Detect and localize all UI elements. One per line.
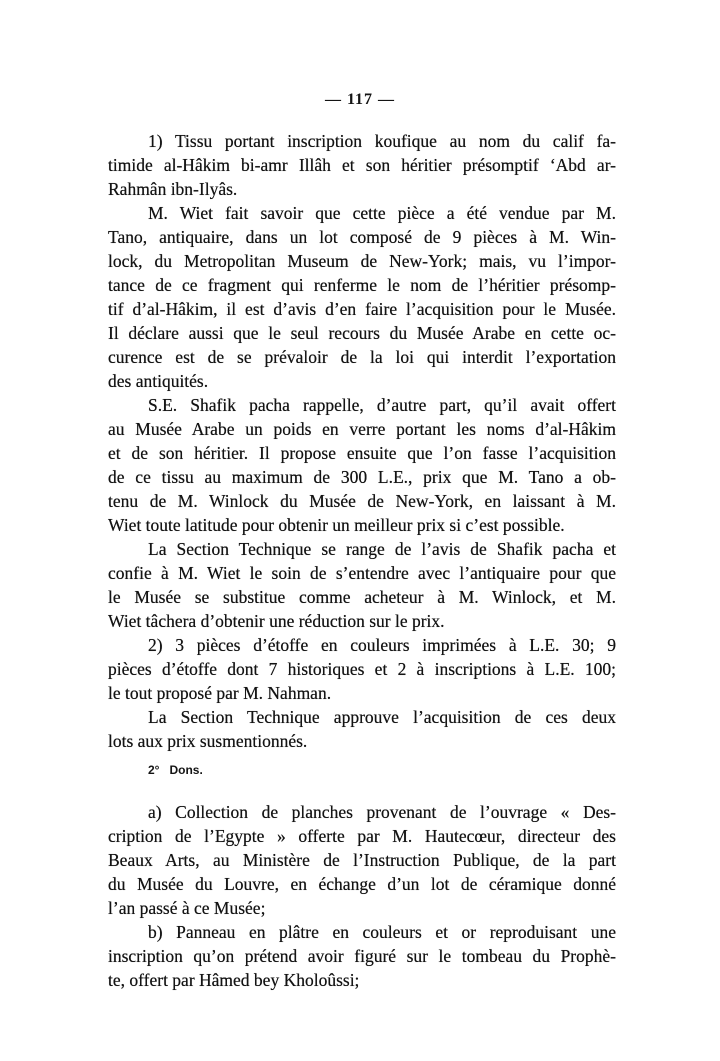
text-line: tif d’al-Hâkim, il est d’avis d’en faire l’acquisition pour le Musée.	[108, 299, 616, 319]
text-line: cription de l’Egypte » offerte par M. Hautecœur, directeur des	[108, 826, 616, 846]
text-line: a) Collection de planches provenant de l’ouvrage « Des-	[148, 802, 616, 822]
page-number: — 117 —	[324, 91, 396, 108]
text-line: l’an passé à ce Musée;	[108, 898, 266, 918]
text-line: le Musée se substitue comme acheteur à M. Winlock, et M.	[108, 587, 616, 607]
text-line: curence est de se prévaloir de la loi qui interdit l’exportation	[108, 347, 616, 367]
text-line: Wiet tâchera d’obtenir une réduction sur le prix.	[108, 611, 445, 631]
text-line: b) Panneau en plâtre en couleurs et or reproduisant une	[148, 922, 616, 942]
text-line: Wiet toute latitude pour obtenir un meilleur prix si c’est possible.	[108, 515, 565, 535]
text-line: Tano, antiquaire, dans un lot composé de 9 pièces à M. Win-	[108, 227, 616, 247]
text-line: La Section Technique approuve l’acquisition de ces deux	[148, 707, 616, 727]
text-line: tenu de M. Winlock du Musée de New-York, en laissant à M.	[108, 491, 616, 511]
section-number: 2°	[148, 763, 160, 777]
text-line: au Musée Arabe un poids en verre portant les noms d’al-Hâkim	[108, 419, 616, 439]
text-line: de ce tissu au maximum de 300 L.E., prix que M. Tano a ob-	[108, 467, 616, 487]
text-line: tance de ce fragment qui renferme le nom de l’héritier présomp-	[108, 275, 616, 295]
text-line: M. Wiet fait savoir que cette pièce a été vendue par M.	[148, 203, 616, 223]
text-line: 2) 3 pièces d’étoffe en couleurs imprimées à L.E. 30; 9	[148, 635, 616, 655]
text-line: le tout proposé par M. Nahman.	[108, 683, 332, 703]
text-line: timide al-Hâkim bi-amr Illâh et son héritier présomptif ‘Abd ar-	[108, 155, 616, 175]
text-line: Beaux Arts, au Ministère de l’Instruction Publique, de la part	[108, 850, 616, 870]
text-line: La Section Technique se range de l’avis de Shafik pacha et	[148, 539, 616, 559]
text-line: 1) Tissu portant inscription koufique au nom du calif fa-	[148, 131, 616, 151]
text-line: confie à M. Wiet le soin de s’entendre avec l’antiquaire pour que	[108, 563, 616, 583]
text-line: Rahmân ibn-Ilyâs.	[108, 179, 238, 199]
section-heading	[148, 763, 203, 777]
text-line: pièces d’étoffe dont 7 historiques et 2 à inscriptions à L.E. 100;	[108, 659, 616, 679]
text-line: inscription qu’on prétend avoir figuré sur le tombeau du Prophè-	[108, 946, 616, 966]
text-line: du Musée du Louvre, en échange d’un lot de céramique donné	[108, 874, 616, 894]
text-line: te, offert par Hâmed bey Kholoûssi;	[108, 970, 360, 990]
text-line: S.E. Shafik pacha rappelle, d’autre part, qu’il avait offert	[148, 395, 616, 415]
text-line: et de son héritier. Il propose ensuite que l’on fasse l’acquisition	[108, 443, 616, 463]
text-line: Il déclare aussi que le seul recours du Musée Arabe en cette oc-	[108, 323, 616, 343]
text-line: des antiquités.	[108, 371, 209, 391]
text-line: lots aux prix susmentionnés.	[108, 731, 308, 751]
text-line: lock, du Metropolitan Museum de New-York; mais, vu l’impor-	[108, 251, 616, 271]
section-title: Dons.	[169, 763, 203, 777]
